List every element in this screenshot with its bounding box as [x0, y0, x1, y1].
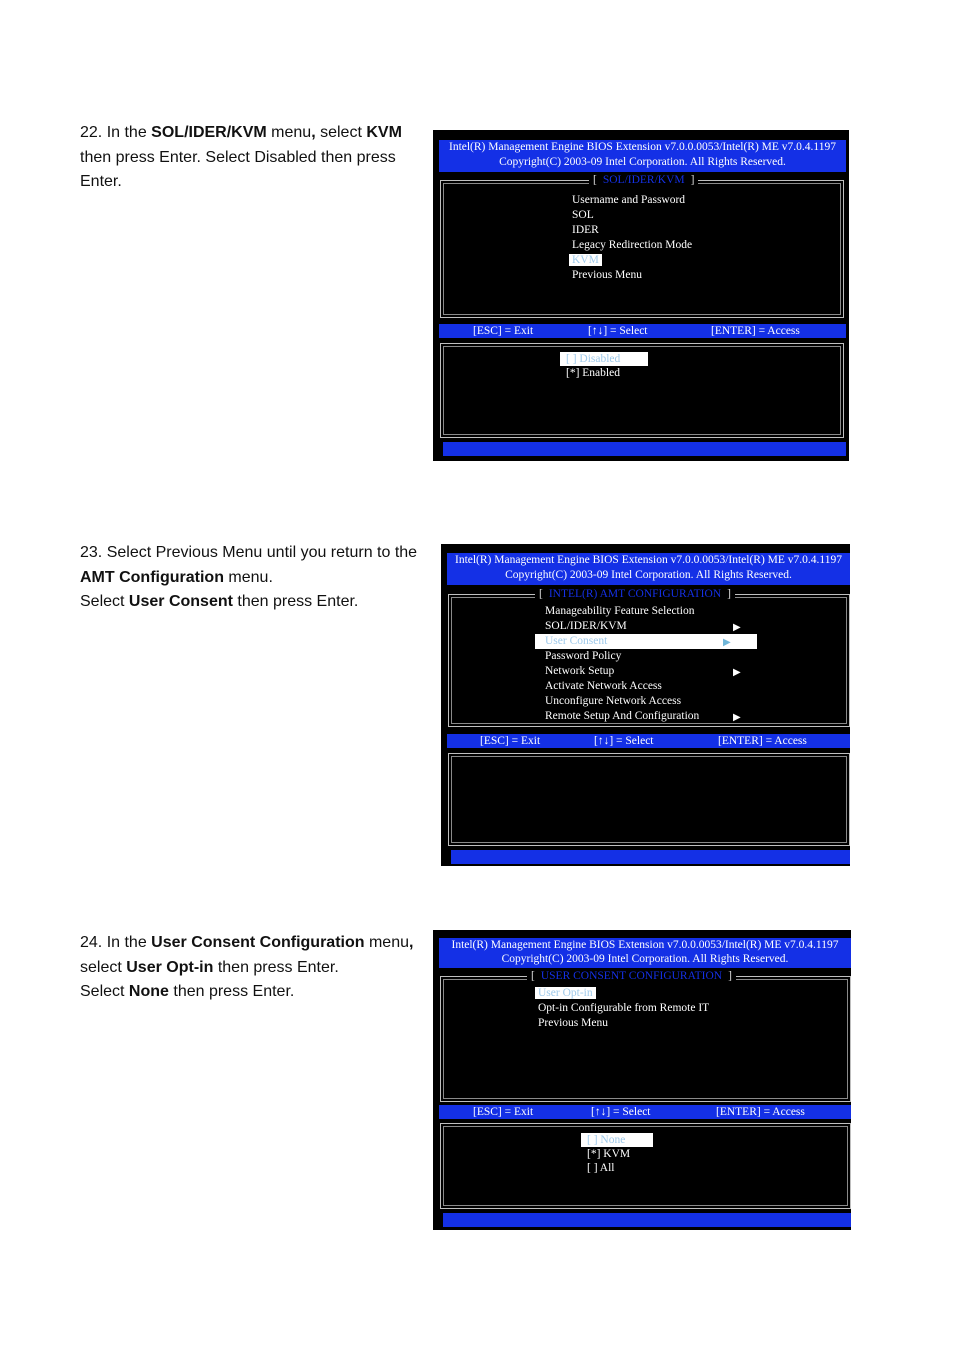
- option-item[interactable]: [ ] All: [587, 1162, 615, 1174]
- menu-item[interactable]: [572, 238, 692, 253]
- text-run: then press Enter.: [168, 983, 295, 1000]
- menu-box: [440, 174, 844, 318]
- arrow-select-hint: [↑↓] = Select: [591, 1106, 651, 1118]
- esc-exit-hint: [ESC] = Exit: [473, 1106, 534, 1118]
- menu-item-label: Legacy Redirection Mode: [572, 239, 693, 251]
- menu-item[interactable]: [545, 619, 745, 634]
- bold-term: KVM: [366, 124, 402, 141]
- menu-items: [538, 986, 709, 1031]
- enter-access-hint: [ENTER] = Access: [718, 735, 807, 747]
- menu-item[interactable]: [545, 709, 745, 724]
- bios-header-line2: Copyright(C) 2003-09 Intel Corporation. All Rights Reserved.: [501, 953, 789, 965]
- bold-term: ,: [311, 124, 316, 141]
- menu-item-label: Activate Network Access: [545, 680, 662, 692]
- text-run: select: [315, 124, 367, 141]
- menu-title: [ USER CONSENT CONFIGURATION ]: [527, 969, 736, 983]
- menu-item-label: User Consent: [545, 635, 608, 647]
- option-item[interactable]: [*] Enabled: [566, 367, 620, 379]
- menu-item[interactable]: [545, 649, 745, 664]
- menu-item-label: SOL: [572, 209, 594, 221]
- bios-header: [447, 553, 850, 585]
- menu-item[interactable]: [538, 1016, 709, 1031]
- text-run: select: [80, 958, 127, 976]
- bold-term: SOL/IDER/KVM: [151, 124, 267, 141]
- menu-item-label: User Opt-in: [535, 987, 596, 999]
- menu-item[interactable]: [538, 1001, 709, 1016]
- arrow-select-hint: [↑↓] = Select: [594, 735, 654, 747]
- right-triangle-icon: ▶: [723, 637, 731, 648]
- menu-item-label: Previous Menu: [572, 269, 642, 281]
- menu-box: [440, 970, 851, 1102]
- menu-item[interactable]: [545, 679, 745, 694]
- bios-screenshot-user-consent-configuration: [433, 930, 851, 1230]
- right-triangle-icon: ▶: [733, 712, 741, 723]
- bios-header-line1: Intel(R) Management Engine BIOS Extension v7.0.0.0053/Intel(R) ME v7.0.4.1197: [451, 939, 839, 951]
- bold-term: None: [128, 983, 169, 1000]
- enter-access-hint: [ENTER] = Access: [716, 1106, 805, 1118]
- menu-item-label: Password Policy: [545, 650, 622, 662]
- bold-term: AMT Configuration: [80, 568, 224, 586]
- menu-box: [448, 588, 850, 727]
- text-run: Select: [80, 983, 129, 1000]
- bios-screenshot-sol-ider-kvm: [433, 130, 849, 461]
- text-run: Select: [80, 593, 129, 610]
- bold-term: User Consent: [128, 593, 233, 610]
- enter-access-hint: [ENTER] = Access: [711, 325, 800, 337]
- bold-term: User Consent Configuration: [151, 934, 365, 951]
- step-23-instructions: [80, 541, 430, 615]
- menu-item-label: Username and Password: [572, 194, 686, 206]
- bios-header: [439, 938, 851, 968]
- step-22-instructions: [80, 121, 430, 195]
- instruction-text: [80, 121, 430, 195]
- menu-item[interactable]: [538, 986, 709, 1001]
- menu-item[interactable]: [572, 253, 692, 268]
- menu-items: [572, 193, 692, 283]
- right-triangle-icon: ▶: [733, 667, 741, 678]
- bios-header-line1: Intel(R) Management Engine BIOS Extension v7.0.0.0053/Intel(R) ME v7.0.4.1197: [454, 554, 842, 566]
- menu-item[interactable]: [535, 634, 757, 649]
- esc-exit-hint: [ESC] = Exit: [473, 325, 534, 337]
- menu-item-label: IDER: [572, 224, 599, 236]
- menu-item-label: Previous Menu: [538, 1017, 608, 1029]
- key-help-bar: [439, 324, 846, 338]
- option-list: [587, 1133, 653, 1175]
- option-box: [440, 343, 844, 438]
- text-run: then press Enter. Select Disabled then press Enter.: [80, 148, 396, 190]
- text-run: 22. In the: [80, 124, 152, 141]
- bottom-bar: [451, 850, 850, 864]
- bios-header-line1: Intel(R) Management Engine BIOS Extension v7.0.0.0053/Intel(R) ME v7.0.4.1197: [448, 141, 836, 153]
- text-run: menu: [364, 934, 409, 951]
- menu-item[interactable]: [545, 664, 745, 679]
- option-box: [448, 753, 850, 846]
- text-run: then press Enter.: [213, 958, 339, 976]
- text-run: then press Enter.: [232, 593, 359, 610]
- menu-item-label: Network Setup: [545, 665, 615, 677]
- key-help-bar: [439, 1105, 851, 1119]
- menu-item[interactable]: [572, 193, 692, 208]
- bios-screenshot-amt-configuration: [441, 544, 850, 866]
- right-triangle-icon: ▶: [733, 622, 741, 633]
- bold-term: User Opt-in: [126, 958, 214, 976]
- menu-item[interactable]: [572, 268, 692, 283]
- menu-item-label: Remote Setup And Configuration: [545, 710, 700, 722]
- option-item[interactable]: [ ] Disabled: [560, 352, 648, 366]
- menu-item[interactable]: [545, 694, 745, 709]
- esc-exit-hint: [ESC] = Exit: [480, 735, 541, 747]
- key-help-bar: [447, 734, 850, 748]
- option-box: [440, 1123, 851, 1209]
- menu-item-label: Opt-in Configurable from Remote IT: [538, 1002, 710, 1014]
- bottom-bar: [443, 442, 846, 456]
- bold-term: ,: [408, 934, 414, 951]
- menu-item[interactable]: [572, 208, 692, 223]
- menu-title: [ INTEL(R) AMT CONFIGURATION ]: [535, 587, 735, 601]
- menu-item-label: SOL/IDER/KVM: [545, 620, 627, 632]
- bios-header-line2: Copyright(C) 2003-09 Intel Corporation. All Rights Reserved.: [499, 156, 786, 168]
- text-run: menu: [266, 124, 312, 141]
- bios-header: [439, 140, 846, 172]
- instruction-text: [80, 931, 430, 1005]
- bottom-bar: [443, 1213, 851, 1227]
- text-run: 24. In the: [80, 934, 152, 951]
- menu-item[interactable]: [545, 604, 745, 619]
- bios-header-line2: Copyright(C) 2003-09 Intel Corporation. All Rights Reserved.: [505, 569, 792, 581]
- option-item[interactable]: [*] KVM: [587, 1148, 631, 1160]
- text-run: menu.: [223, 568, 273, 586]
- instruction-text: [80, 541, 430, 615]
- step-24-instructions: [80, 931, 430, 1005]
- menu-item-label: KVM: [569, 254, 602, 266]
- menu-items: [545, 604, 745, 724]
- menu-item[interactable]: [572, 223, 692, 238]
- arrow-select-hint: [↑↓] = Select: [588, 325, 648, 337]
- text-run: 23. Select Previous Menu until you return to the: [80, 544, 418, 561]
- menu-item-label: Manageability Feature Selection: [545, 605, 695, 617]
- option-item[interactable]: [ ] None: [581, 1133, 653, 1147]
- menu-title: [ SOL/IDER/KVM ]: [589, 173, 698, 187]
- option-list: [566, 352, 648, 380]
- menu-item-label: Unconfigure Network Access: [545, 695, 682, 707]
